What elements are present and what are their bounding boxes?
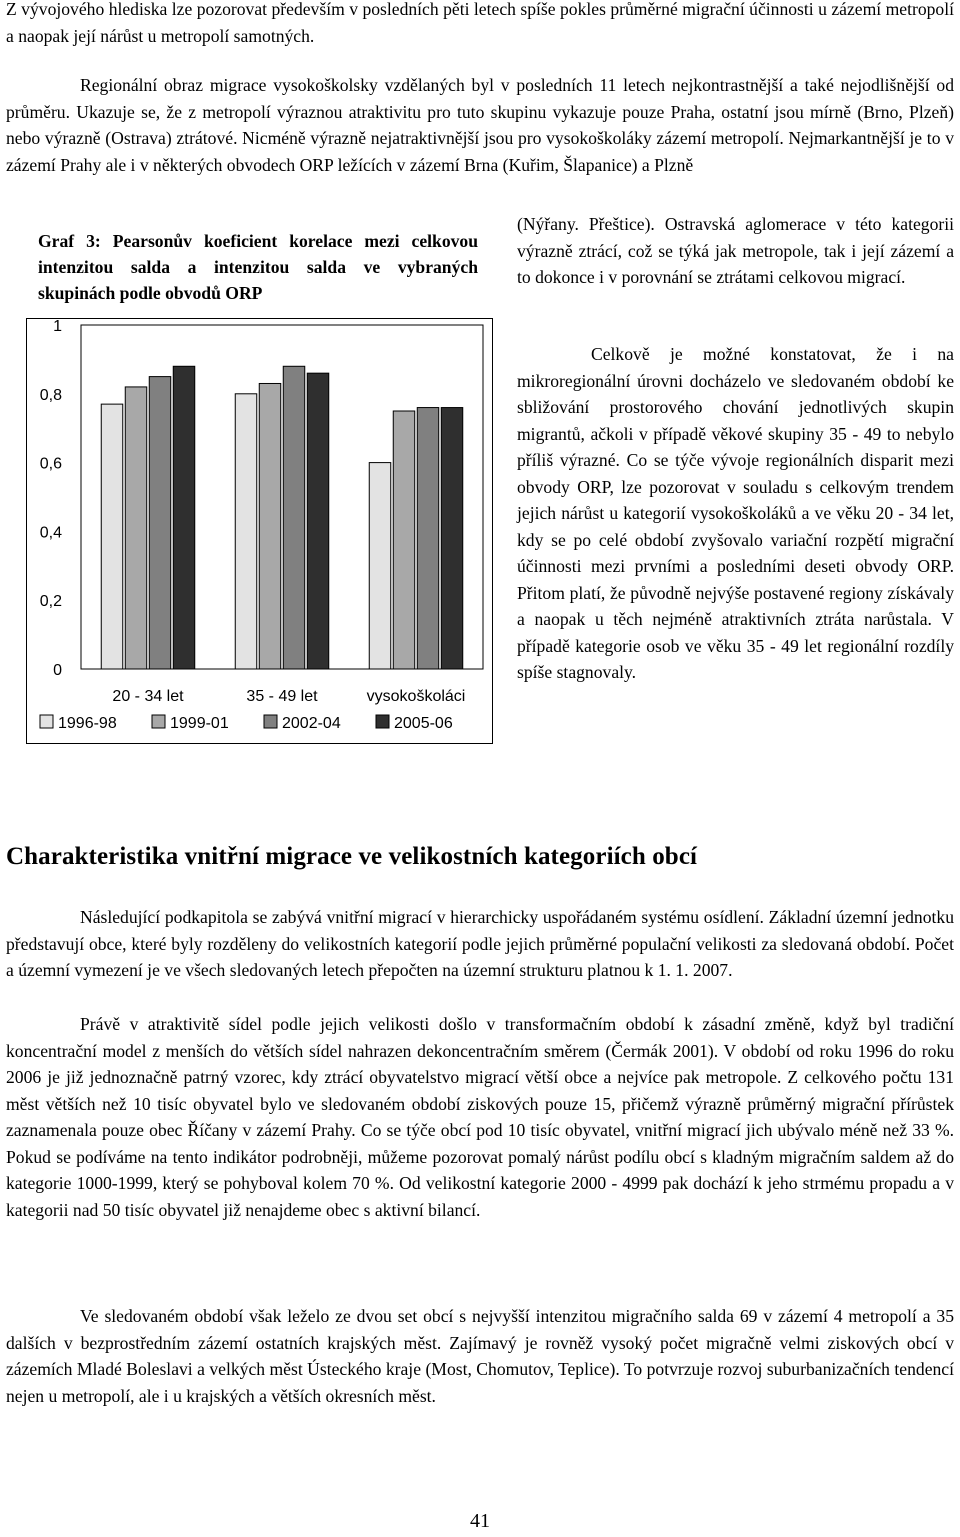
section-paragraph-2: Právě v atraktivitě sídel podle jejich velikosti došlo v transformačním období k zásadní změně, když byl tradiční koncentrační model z menších do větších sídel nahrazen dekoncentračním směrem (Čermák 2001). V období od roku 1996 do roku 2006 je již jednoznačně patrný vzorec, kdy ztrácí obyvatelstvo migrací větší obce a nejvíce pak metropole. Z celkového počtu 131 měst větších než 10 tisíc obyvatel bylo ve sledovaném období ziskových pouze 15, přičemž výrazně průměrný migrační přírůstek zaznamenala pouze obec Říčany v zázemí Prahy. Co se týče obcí pod 10 tisíc obyvatel, vnitřní migrací jich ubývalo méně než 33 %. Pokud se podíváme na tento indikátor podrobněji, můžeme pozorovat pomalý nárůst podílu obcí s kladným migračním saldem až do kategorie 1000-1999, který se pohyboval kolem 70 %. Od velikostní kategorie 2000 - 4999 pak dochází k jeho strmému propadu a v kategorii nad 50 tisíc obyvatel již nenajdeme obec s aktivní bilancí. xyxy=(6,1014,954,1220)
x-category-label: vysokoškoláci xyxy=(366,688,466,705)
intro-paragraph-2-continued: (Nýřany. Přeštice). Ostravská aglomerace v této kategorii výrazně ztrácí, což se týká jak metropole, tak i její zázemí a to dokonce i v porovnání se ztrátami celkovou migrací. xyxy=(517,214,954,287)
y-tick-label: 0,4 xyxy=(39,524,62,542)
legend-label: 2002-04 xyxy=(282,715,341,732)
y-tick-label: 0,6 xyxy=(39,455,62,473)
bar xyxy=(307,373,329,669)
legend-swatch xyxy=(376,715,389,728)
section-heading: Charakteristika vnitřní migrace ve velikostních kategoriích obcí xyxy=(6,843,698,870)
bar xyxy=(417,408,439,669)
legend-swatch xyxy=(40,715,53,728)
bar xyxy=(149,377,171,669)
x-axis-categories xyxy=(112,688,465,705)
bar xyxy=(441,408,463,669)
bar-chart xyxy=(26,318,493,744)
summary-paragraph: Celkově je možné konstatovat, že i na mikroregionální úrovni docházelo ve sledovaném období ke sbližování prostorového chování jednotlivých skupin migrantů, ačkoli v případě věkové skupiny 35 - 49 to nebylo příliš výrazné. Co se týče vývoje regionálních disparit mezi obvody ORP, lze pozorovat v souladu s celkovým trendem jejich nárůst u kategorií vysokoškoláků a ve věku 20 - 34 let, kdy se po celé období zvyšovalo variační rozpětí migrační účinnosti mezi prvními a posledními deseti obvody ORP. Přitom platí, že původně nejvýše postavené regiony získávaly a naopak u těch nejméně atraktivních ztráta narůstala. V případě kategorie osob ve věku 35 - 49 let regionální rozdíly spíše stagnovaly. xyxy=(517,344,954,682)
y-tick-label: 1 xyxy=(53,318,62,335)
y-tick-label: 0,2 xyxy=(39,593,62,611)
legend-swatch xyxy=(152,715,165,728)
bar xyxy=(369,463,391,669)
bar xyxy=(259,383,281,669)
y-tick-label: 0,8 xyxy=(39,386,62,404)
x-category-label: 35 - 49 let xyxy=(246,688,318,705)
legend-swatch xyxy=(264,715,277,728)
bar xyxy=(173,366,195,669)
legend-label: 1996-98 xyxy=(58,715,117,732)
page-number: 41 xyxy=(470,1510,490,1532)
legend-label: 1999-01 xyxy=(170,715,229,732)
bar xyxy=(101,404,123,669)
x-category-label: 20 - 34 let xyxy=(112,688,184,705)
figure-caption: Graf 3: Pearsonův koeficient korelace mezi celkovou intenzitou salda a intenzitou salda ve vybraných skupinách podle obvodů ORP xyxy=(38,231,478,303)
bar xyxy=(283,366,305,669)
section-paragraph-1: Následující podkapitola se zabývá vnitřní migrací v hierarchicky uspořádaném systému osídlení. Základní územní jednotku představují obce, které byly rozděleny do velikostních kategorií podle jejich průměrné populační velikosti za sledovaná období. Počet a územní vymezení je ve všech sledovaných letech přepočten na územní strukturu platnou k 1. 1. 2007. xyxy=(6,907,954,980)
chart-svg xyxy=(26,318,493,744)
legend-label: 2005-06 xyxy=(394,715,453,732)
intro-paragraph-2: Regionální obraz migrace vysokoškolsky vzdělaných byl v posledních 11 letech nejkontrastnější a také nejodlišnější od průměru. Ukazuje se, že z metropolí výraznou atraktivitu pro tuto skupinu vykazuje pouze Praha, ostatní jsou mírně (Brno, Plzeň) nebo výrazně (Ostrava) ztrátové. Nicméně výrazně nejatraktivnější jsou pro vysokoškoláky zázemí metropolí. Nejmarkantnější je to v zázemí Prahy ale i v některých obvodech ORP ležících v zázemí Brna (Kuřim, Šlapanice) a Plzně xyxy=(6,75,954,175)
section-paragraph-3: Ve sledovaném období však leželo ze dvou set obcí s nejvyšší intenzitou migračního salda 69 v zázemí 4 metropolí a 35 dalších v bezprostředním zázemí ostatních krajských měst. Zajímavý je rovněž vysoký počet migračně velmi ziskových obcí v zázemích Mladé Boleslavi a velkých měst Ústeckého kraje (Most, Chomutov, Teplice). To potvrzuje rozvoj suburbanizačních tendencí nejen u metropolí, ale i u krajských a větších okresních měst. xyxy=(6,1306,954,1406)
bar xyxy=(125,387,147,669)
bar xyxy=(235,394,257,669)
y-tick-label: 0 xyxy=(53,662,62,679)
intro-paragraph-1: Z vývojového hlediska lze pozorovat především v posledních pěti letech spíše pokles průměrné migrační účinnosti u zázemí metropolí a naopak její nárůst u metropolí samotných. xyxy=(6,0,954,46)
bar xyxy=(393,411,415,669)
